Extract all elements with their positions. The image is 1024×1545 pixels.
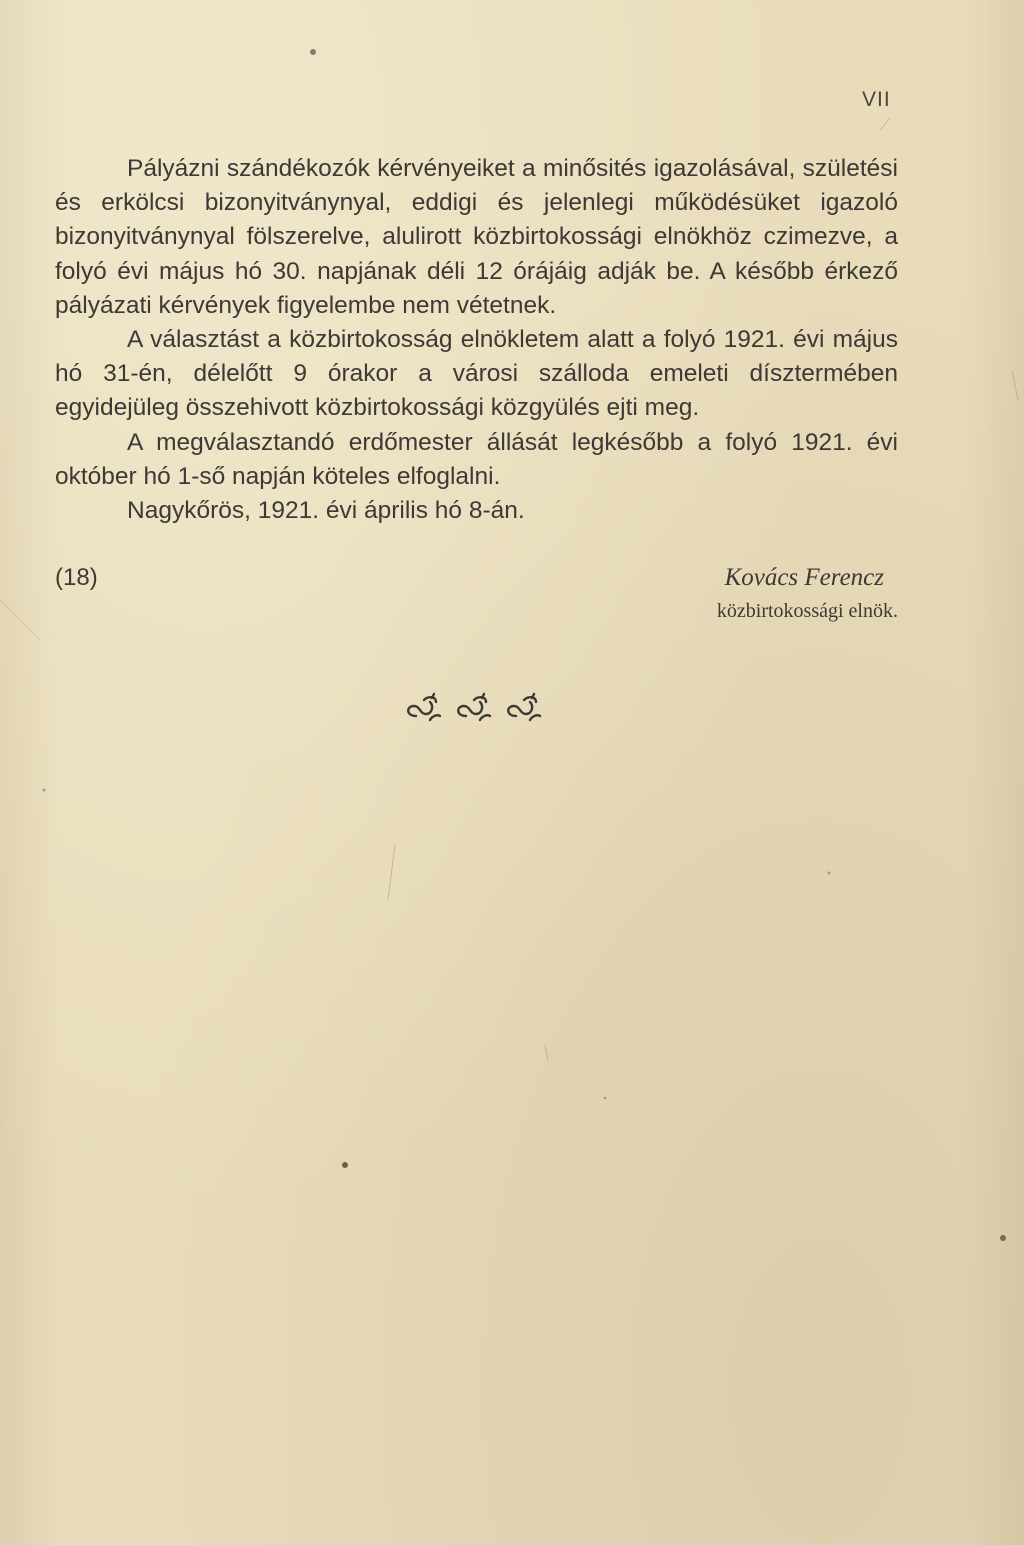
paragraph-start-date: A megválasztandó erdőmester állását legkésőbb a folyó 1921. évi október hó 1-ső napján köteles elfoglalni.: [55, 428, 898, 490]
page-number: VII: [862, 88, 891, 111]
issue-number: (18): [55, 564, 98, 591]
place-and-date: Nagykőrös, 1921. évi április hó 8-án.: [127, 497, 525, 525]
notice-body: [55, 152, 898, 528]
fleuron-ornament-icon: [402, 692, 552, 726]
paragraph-election: A választást a közbirtokosság elnökletem alatt a folyó 1921. évi május hó 31-én, délelőtt 9 órakor a városi szálloda emeleti dísztermében egyidejüleg összehivott közbirtokossági közgyülés ejti meg.: [55, 326, 898, 422]
paragraph-application: Pályázni szándékozók kérvényeiket a minősités igazolásával, születési és erkölcsi bizonyitványnyal, eddigi és jelenlegi működésüket igazoló bizonyitványnyal fölszerelve, alulirott közbirtokossági elnökhöz czimezve, a folyó évi május hó 30. napjának déli 12 órájáig adják be. A később érkező pályázati kérvények figyelembe nem vétetnek.: [55, 155, 898, 319]
signature-row: [55, 564, 898, 604]
signer-title: közbirtokossági elnök.: [716, 600, 898, 622]
signer-name: Kovács Ferencz: [724, 564, 884, 591]
